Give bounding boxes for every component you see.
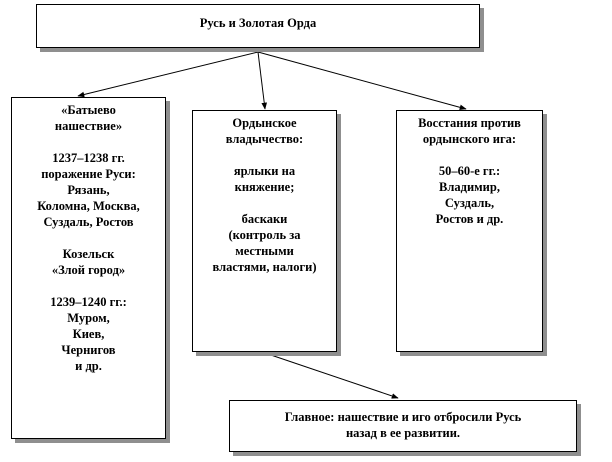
box-text-line: княжение; <box>234 180 295 194</box>
box-text-line: ярлыки на <box>233 164 296 178</box>
box-text-line: (контроль за <box>228 228 301 242</box>
line-gap <box>193 195 336 211</box>
box-text-line: поражение Руси: <box>41 167 136 181</box>
left-box <box>11 97 166 439</box>
box-text-line: назад в ее развитии. <box>345 426 461 440</box>
box-text-line: Чернигов <box>61 343 116 357</box>
line-gap <box>12 230 165 246</box>
arrow-to-bottom-box <box>265 353 398 398</box>
line-gap <box>193 147 336 163</box>
box-text-line: Козельск <box>62 247 115 261</box>
box-text-line: Киев, <box>72 327 105 341</box>
box-text-line: «Батыево <box>61 103 116 117</box>
box-text-line: Ростов и др. <box>435 212 504 226</box>
box-text-line: владычество: <box>225 132 304 146</box>
box-text-line: ордынского ига: <box>422 132 517 146</box>
box-text-line: Муром, <box>67 311 110 325</box>
box-text-line: местными <box>235 244 294 258</box>
line-gap <box>397 147 542 163</box>
arrow-to-right-box <box>258 52 466 109</box>
box-text-line: Рязань, <box>67 183 110 197</box>
box-text-line: Восстания против <box>418 116 521 130</box>
bottom-box <box>229 400 577 452</box>
box-text-line: Суздаль, Ростов <box>43 215 134 229</box>
middle-box <box>192 110 337 352</box>
line-gap <box>12 134 165 150</box>
box-text-line: 1239–1240 гг.: <box>50 295 127 309</box>
box-text-line: Ордынское <box>232 116 297 130</box>
box-text-line: 50–60-е гг.: <box>438 164 501 178</box>
box-text-line: 1237–1238 гг. <box>52 151 125 165</box>
arrow-to-left-box <box>78 52 258 96</box>
box-text-line: «Злой город» <box>51 263 126 277</box>
arrow-to-middle-box <box>258 52 265 109</box>
title-box <box>36 4 480 48</box>
box-text-line: Коломна, Москва, <box>37 199 140 213</box>
title-text: Русь и Золотая Орда <box>199 16 317 30</box>
box-text-line: Главное: нашествие и иго отбросили Русь <box>284 410 522 424</box>
box-text-line: баскаки <box>241 212 288 226</box>
box-text-line: Суздаль, <box>444 196 495 210</box>
right-box <box>396 110 543 352</box>
line-gap <box>12 278 165 294</box>
box-text-line: Владимир, <box>439 180 500 194</box>
box-text-line: и др. <box>75 359 102 373</box>
box-text-line: властями, налоги) <box>212 260 317 274</box>
box-text-line: нашествие» <box>54 119 123 133</box>
